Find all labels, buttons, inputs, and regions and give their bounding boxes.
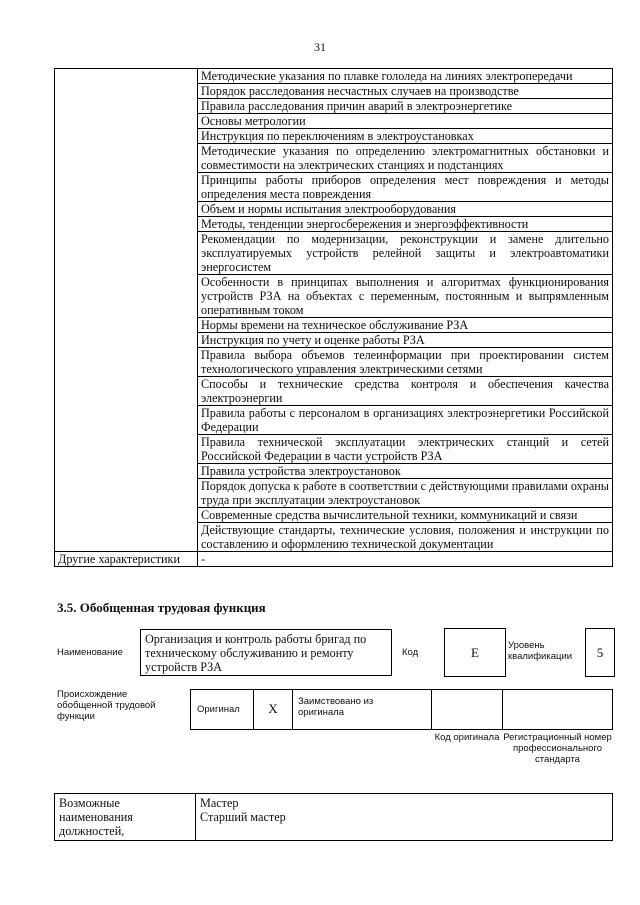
requirement-label-cell xyxy=(55,129,198,144)
requirement-text: Рекомендации по модернизации, реконструкции и замене длительно эксплуатируемых устройств релейной защиты и электроавтоматики энергосистем xyxy=(198,232,613,275)
requirement-row xyxy=(55,348,613,377)
reg-number-cell xyxy=(502,689,613,730)
origin-row xyxy=(190,689,613,730)
requirement-row xyxy=(55,69,613,84)
requirement-label-cell xyxy=(55,202,198,217)
requirement-label-cell xyxy=(55,464,198,479)
level-label: Уровень квалификации xyxy=(508,640,573,662)
original-label: Оригинал xyxy=(197,704,240,715)
requirement-label-cell xyxy=(55,114,198,129)
origin-label: Происхождение обобщенной трудовой функции xyxy=(57,689,156,722)
requirement-label-cell xyxy=(55,523,198,552)
requirement-row xyxy=(55,144,613,173)
requirement-label-cell xyxy=(55,144,198,173)
requirement-row xyxy=(55,84,613,99)
requirement-label-cell xyxy=(55,217,198,232)
requirement-label-cell xyxy=(55,333,198,348)
original-cell xyxy=(190,689,254,730)
code-original-cell xyxy=(431,689,503,730)
requirement-row xyxy=(55,523,613,552)
requirement-text: Правила работы с персоналом в организациях электроэнергетики Российской Федерации xyxy=(198,406,613,435)
requirement-row xyxy=(55,232,613,275)
requirement-label-cell xyxy=(55,435,198,464)
requirement-row xyxy=(55,202,613,217)
requirement-row xyxy=(55,406,613,435)
requirement-row xyxy=(55,479,613,508)
requirement-text: Нормы времени на техническое обслуживание РЗА xyxy=(198,318,613,333)
requirement-row xyxy=(55,508,613,523)
requirement-label-cell xyxy=(55,318,198,333)
requirement-label-cell xyxy=(55,406,198,435)
code-value: Е xyxy=(444,628,506,677)
section-title: 3.5. Обобщенная трудовая функция xyxy=(57,600,266,615)
requirement-text: Особенности в принципах выполнения и алгоритмах функционирования устройств РЗА на объектах с переменным, постоянным и выпрямленным оперативным током xyxy=(198,275,613,318)
requirement-text: Правила устройства электроустановок xyxy=(198,464,613,479)
requirement-row xyxy=(55,333,613,348)
positions-values xyxy=(196,794,613,841)
requirement-label-cell xyxy=(55,348,198,377)
requirement-row xyxy=(55,435,613,464)
requirement-row xyxy=(55,377,613,406)
original-mark: Х xyxy=(253,689,293,730)
requirement-row xyxy=(55,99,613,114)
requirement-text: Инструкция по учету и оценке работы РЗА xyxy=(198,333,613,348)
requirement-text: Современные средства вычислительной техники, коммуникаций и связи xyxy=(198,508,613,523)
requirement-row xyxy=(55,217,613,232)
requirement-text: Инструкция по переключениям в электроустановках xyxy=(198,129,613,144)
requirement-text: Действующие стандарты, технические условия, положения и инструкции по составлению и оформлению технической документации xyxy=(198,523,613,552)
code-original-label: Код оригинала xyxy=(434,732,500,743)
requirement-row xyxy=(55,129,613,144)
reg-number-label: Регистрационный номер профессионального стандарта xyxy=(503,732,612,765)
other-characteristics-row xyxy=(55,552,613,567)
requirement-row xyxy=(55,464,613,479)
requirement-text: Методы, тенденции энергосбережения и энергоэффективности xyxy=(198,217,613,232)
requirement-text: Правила выбора объемов телеинформации при проектировании систем технологического управления электрическими сетями xyxy=(198,348,613,377)
requirement-text: Способы и технические средства контроля и обеспечения качества электроэнергии xyxy=(198,377,613,406)
requirement-label-cell xyxy=(55,479,198,508)
requirement-label-cell xyxy=(55,508,198,523)
requirements-table xyxy=(54,68,613,567)
requirement-label-cell xyxy=(55,275,198,318)
requirement-label-cell xyxy=(55,173,198,202)
requirement-label-cell xyxy=(55,84,198,99)
requirement-text: Порядок расследования несчастных случаев на производстве xyxy=(198,84,613,99)
name-value: Организация и контроль работы бригад по техническому обслуживанию и ремонту устройств РЗА xyxy=(140,629,392,676)
code-label: Код xyxy=(402,647,419,658)
level-value: 5 xyxy=(585,628,615,677)
requirement-text: Методические указания по определению электромагнитных обстановки и совместимости на электрических станциях и подстанциях xyxy=(198,144,613,173)
requirement-text: Методические указания по плавке гололеда на линиях электропередачи xyxy=(198,69,613,84)
requirement-text: Правила технической эксплуатации электрических станций и сетей Российской Федерации в части устройств РЗА xyxy=(198,435,613,464)
position-item: Старший мастер xyxy=(200,810,286,824)
requirement-label-cell xyxy=(55,377,198,406)
positions-label: Возможные наименования должностей, xyxy=(55,794,196,841)
page-number: 31 xyxy=(314,40,326,54)
positions-table xyxy=(54,793,613,841)
requirement-row xyxy=(55,318,613,333)
name-label: Наименование xyxy=(57,647,123,658)
requirement-text: Принципы работы приборов определения мест повреждения и методы определения места повреждения xyxy=(198,173,613,202)
requirement-row xyxy=(55,275,613,318)
requirement-text: Правила расследования причин аварий в электроэнергетике xyxy=(198,99,613,114)
requirement-text: Порядок допуска к работе в соответствии с действующими правилами охраны труда при эксплуатации электроустановок xyxy=(198,479,613,508)
requirement-label-cell xyxy=(55,99,198,114)
requirement-row xyxy=(55,114,613,129)
borrowed-cell xyxy=(292,689,432,730)
other-characteristics-value: - xyxy=(198,552,613,567)
position-item: Мастер xyxy=(200,796,239,810)
requirement-row xyxy=(55,173,613,202)
requirement-label-cell xyxy=(55,232,198,275)
requirement-label-cell xyxy=(55,69,198,84)
requirement-text: Основы метрологии xyxy=(198,114,613,129)
borrowed-label: Заимствовано из оригинала xyxy=(298,696,374,718)
other-characteristics-label: Другие характеристики xyxy=(55,552,198,567)
requirement-text: Объем и нормы испытания электрооборудования xyxy=(198,202,613,217)
